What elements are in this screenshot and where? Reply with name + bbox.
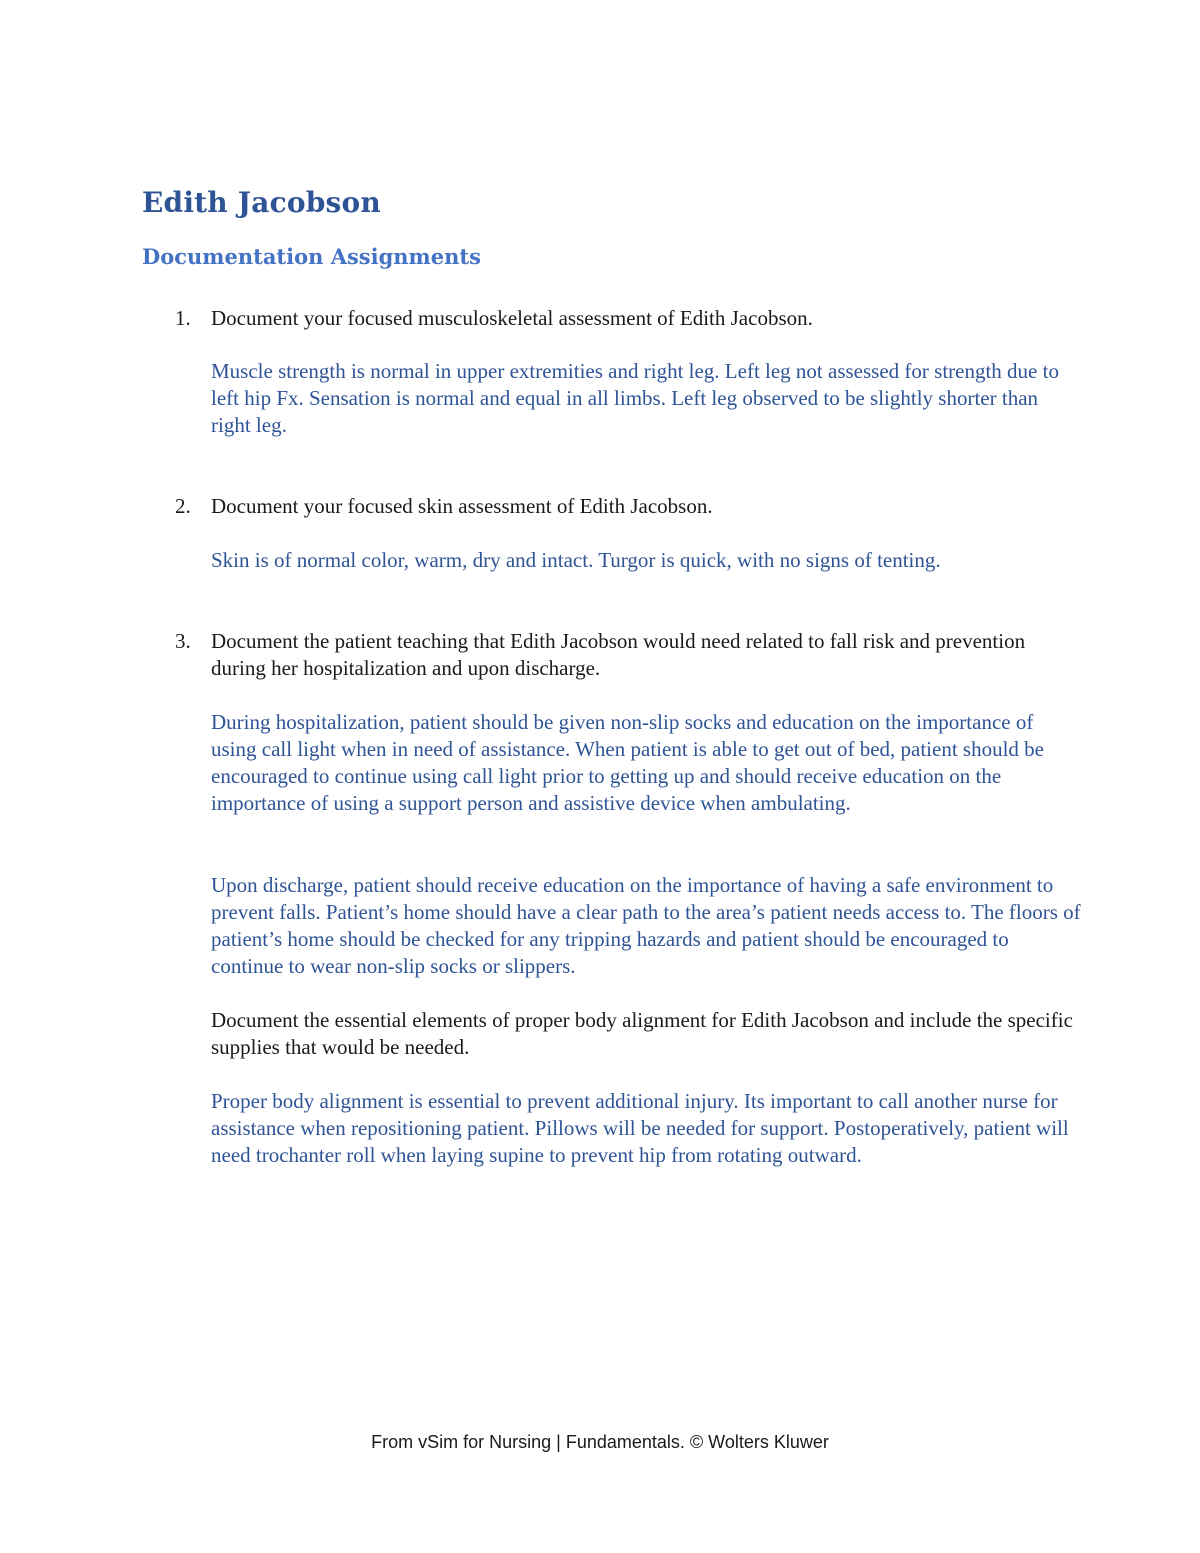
page-title: Edith Jacobson xyxy=(142,186,381,219)
question-3: Document the patient teaching that Edith Jacobson would need related to fall risk and prevention during her hospitalization and upon discharge. xyxy=(211,629,1026,680)
answer-2: Skin is of normal color, warm, dry and intact. Turgor is quick, with no signs of tenting. xyxy=(211,548,941,572)
answer-3-discharge: Upon discharge, patient should receive education on the importance of having a safe environment to prevent falls. Patient’s home should have a clear path to the area’s patient needs access to. The floors of patient’s home should be checked for any tripping hazards and patient should be encouraged to continue to wear non-slip socks or slippers. xyxy=(211,873,1081,978)
page-footer: From vSim for Nursing | Fundamentals. © Wolters Kluwer xyxy=(371,1432,829,1452)
question-2: Document your focused skin assessment of Edith Jacobson. xyxy=(211,494,713,518)
question-4: Document the essential elements of proper body alignment for Edith Jacobson and include the specific supplies that would be needed. xyxy=(211,1008,1073,1059)
answer-1: Muscle strength is normal in upper extremities and right leg. Left leg not assessed for strength due to left hip Fx. Sensation is normal and equal in all limbs. Left leg observed to be slightly shorter than right leg. xyxy=(211,359,1059,437)
item-number: 2. xyxy=(175,494,191,518)
section-heading: Documentation Assignments xyxy=(142,244,481,269)
answer-3-hospitalization: During hospitalization, patient should be given non-slip socks and education on the importance of using call light when in need of assistance. When patient is able to get out of bed, patient should be encouraged to continue using call light prior to getting up and should receive education on the importance of using a support person and assistive device when ambulating. xyxy=(211,710,1044,815)
item-number: 1. xyxy=(175,306,191,330)
answer-4: Proper body alignment is essential to prevent additional injury. Its important to call another nurse for assistance when repositioning patient. Pillows will be needed for support. Postoperatively, patient will need trochanter roll when laying supine to prevent hip from rotating outward. xyxy=(211,1089,1069,1167)
question-1: Document your focused musculoskeletal assessment of Edith Jacobson. xyxy=(211,306,813,330)
item-number: 3. xyxy=(175,629,191,653)
